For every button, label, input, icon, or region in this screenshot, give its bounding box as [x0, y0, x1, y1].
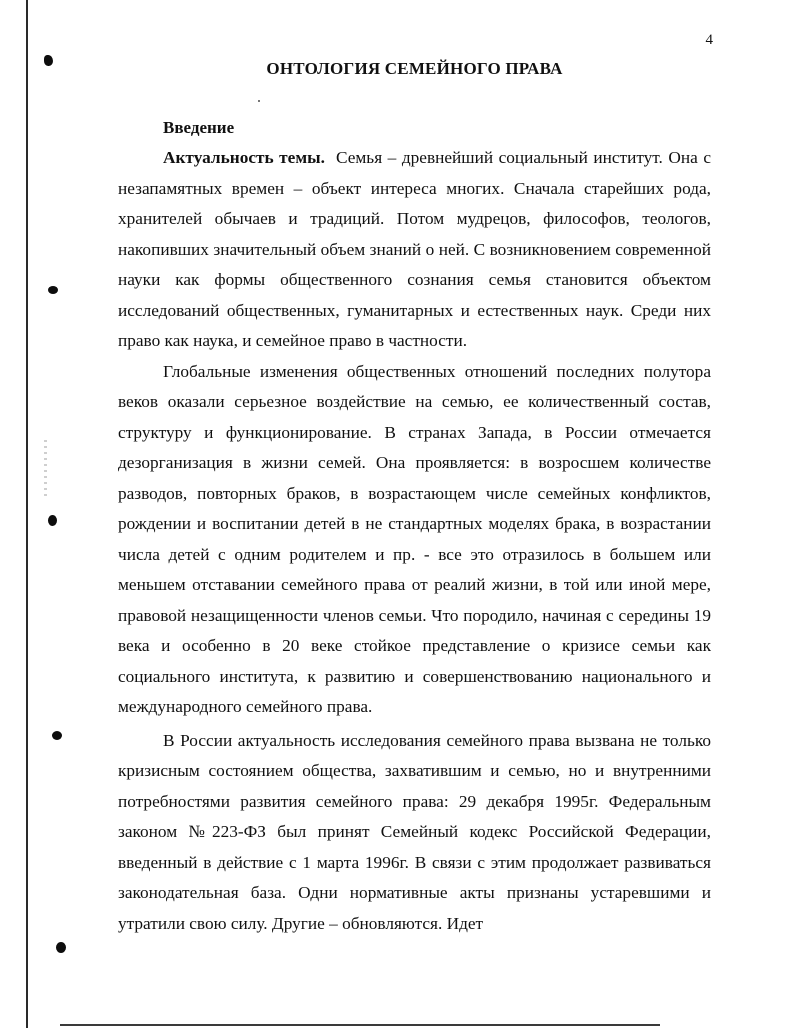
- paragraph: [118, 726, 711, 940]
- punch-hole-mark: [48, 515, 57, 526]
- body-text: [118, 143, 711, 939]
- punch-hole-mark: [56, 942, 66, 953]
- paragraph-text: Глобальные изменения общественных отношений последних полутора веков оказали серьезное воздействие на семью, ее количественный состав, структуру и функционирование. В странах Запада, в России отмечается дезорганизация в жизни семей. Она проявляется: в возросшем количестве разводов, повторных браков, в возрастающем числе семейных конфликтов, рождении и воспитании детей в не стандартных моделях брака, в возрастании числа детей с одним родителем и пр. - все это отразилось в большем или меньшем отставании семейного права от реалий жизни, в той или иной мере, правовой незащищенности членов семьи. Что породило, начиная с середины 19 века и особенно в 20 веке стойкое представление о кризисе семьи как социального института, к развитию и совершенствованию национального и международного семейного права.: [118, 361, 711, 716]
- scan-faint-marks: [44, 440, 47, 500]
- paragraph-text: В России актуальность исследования семейного права вызвана не только кризисным состоянием общества, захватившим и семью, но и внутренними потребностями развития семейного права: 29 декабря 1995г. Федеральным законом №223-ФЗ был принят Семейный кодекс Российской Федерации, введенный в действие с 1 марта 1996г. В связи с этим продолжает развиваться законодательная база. Одни нормативные акты признаны устаревшими и утратили свою силу. Другие – обновляются. Идет: [118, 730, 711, 933]
- paragraph-text: Семья – древнейший социальный институт. Она с незапамятных времен – объект интереса многих. Сначала старейших рода, хранителей обычаев и традиций. Потом мудрецов, философов, теологов, накопивших значительный объем знаний о ней. С возникновением современной науки как формы общественного сознания семья становится объектом исследований общественных, гуманитарных и естественных наук. Среди них право как наука, и семейное право в частности.: [118, 148, 711, 350]
- punch-hole-mark: [52, 731, 62, 740]
- scan-edge-left: [26, 0, 28, 1028]
- paragraph: [118, 143, 711, 357]
- punch-hole-mark: [48, 286, 58, 294]
- page-number: 4: [705, 32, 713, 48]
- section-heading: Введение: [163, 118, 235, 137]
- scan-speck: [258, 100, 260, 102]
- document-title: ОНТОЛОГИЯ СЕМЕЙНОГО ПРАВА: [266, 59, 563, 78]
- paragraph-lead: Актуальность темы.: [163, 148, 325, 167]
- scan-edge-bottom: [60, 1024, 660, 1026]
- paragraph: [118, 357, 711, 723]
